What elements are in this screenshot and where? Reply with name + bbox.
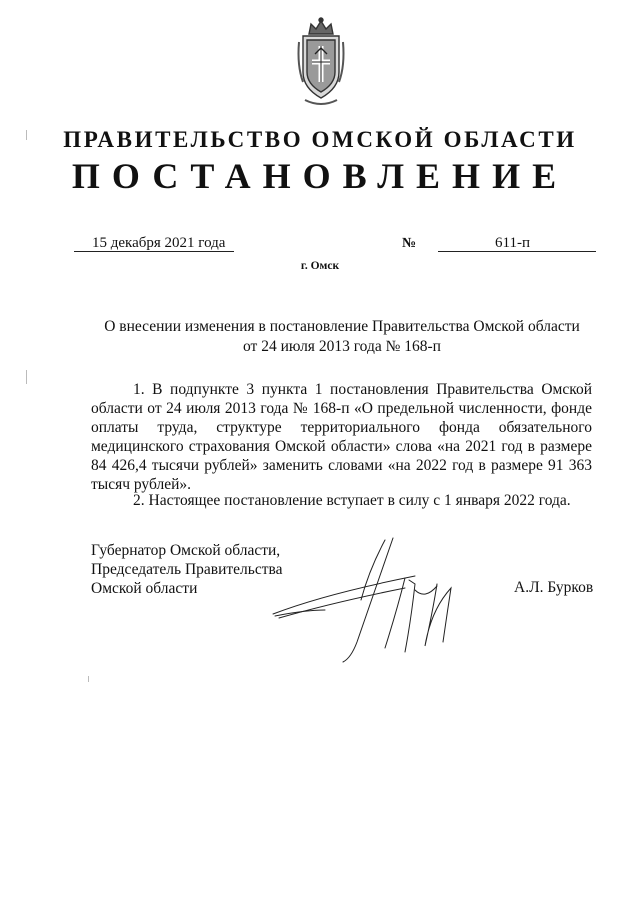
signatory-title-line: Председатель Правительства [91,561,283,578]
subject-line: от 24 июля 2013 года № 168-п [243,338,441,355]
coat-of-arms-icon [295,16,347,106]
signatory-title-line: Омской области [91,580,198,597]
document-number: 611-п [438,235,596,252]
signatory-title-line: Губернатор Омской области, [91,542,281,559]
organization-title: ПРАВИТЕЛЬСТВО ОМСКОЙ ОБЛАСТИ [63,127,577,152]
scan-mark [88,676,89,682]
document-type-title: ПОСТАНОВЛЕНИЕ [71,156,569,196]
signatory-title [91,541,283,598]
scan-mark [26,130,27,140]
subject-line: О внесении изменения в постановление Правительства Омской области [104,318,580,335]
handwritten-signature [265,530,465,670]
signatory-name: А.Л. Бурков [514,579,594,596]
body-paragraph-2: 2. Настоящее постановление вступает в силу с 1 января 2022 года. [133,492,571,509]
body-paragraph-1: 1. В подпункте 3 пункта 1 постановления Правительства Омской области от 24 июля 2013 года № 168-п «О предельной численности, фонде оплаты труда, структуре территориального фонда обязательного медицинского страхования Омской области» слова «на 2021 год в размере 84 426,4 тысячи рублей» заменить словами «на 2022 год в размере 91 363 тысяч рублей». [91,381,592,493]
city-label: г. Омск [300,260,340,272]
document-subject [0,317,640,357]
scan-mark [26,370,27,384]
document-date: 15 декабря 2021 года [74,235,234,252]
number-label: № [402,236,417,251]
